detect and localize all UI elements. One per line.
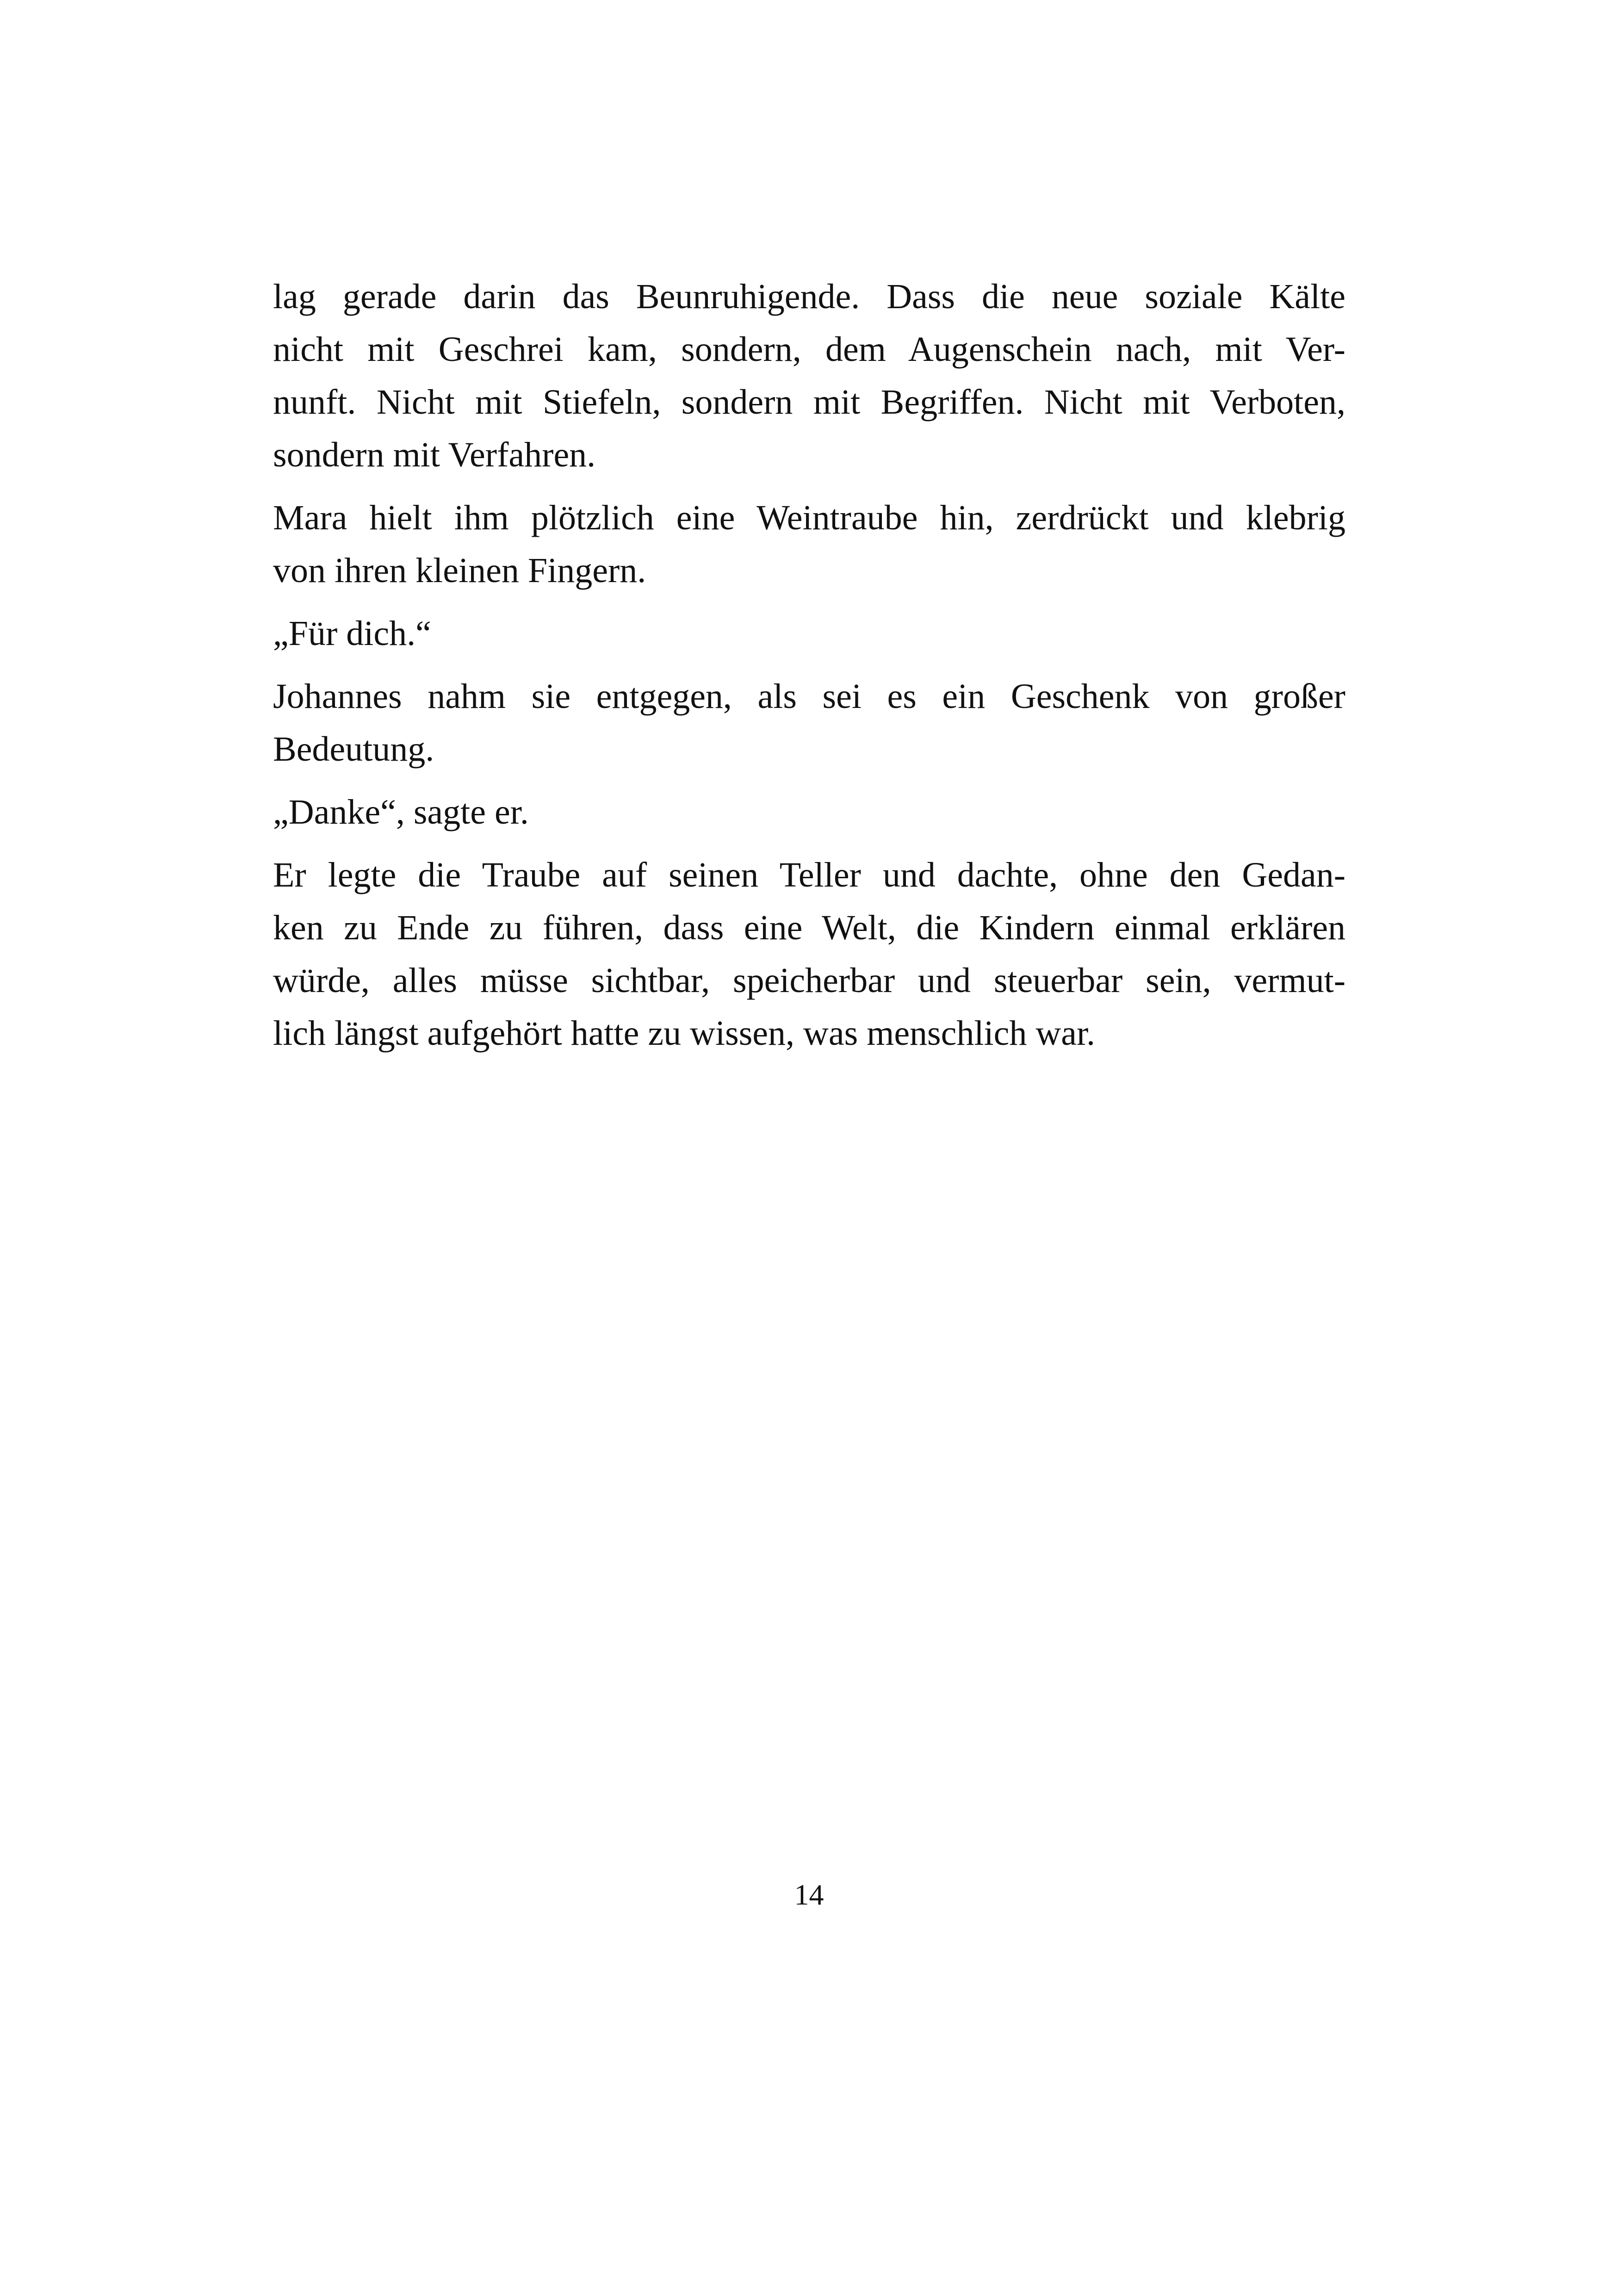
text-line: nunft. Nicht mit Stiefeln, sondern mit Begriffen. Nicht mit Verboten, [273, 383, 1345, 422]
paragraph-1 [273, 270, 1345, 481]
paragraph-4 [273, 670, 1345, 776]
body-text [273, 270, 1345, 1070]
text-line: sondern mit Verfahren. [273, 435, 596, 474]
paragraph-2 [273, 491, 1345, 597]
text-line: „Danke“, sagte er. [273, 793, 529, 832]
text-line: von ihren kleinen Fingern. [273, 551, 646, 590]
text-line: Er legte die Traube auf seinen Teller und dachte, ohne den Gedan- [273, 856, 1345, 894]
paragraph-6 [273, 849, 1345, 1060]
text-line: ken zu Ende zu führen, dass eine Welt, die Kindern einmal erklären [273, 908, 1345, 947]
text-line: Johannes nahm sie entgegen, als sei es ein Geschenk von großer [273, 677, 1345, 716]
paragraph-3 [273, 607, 1345, 660]
paragraph-5 [273, 786, 1345, 838]
text-line: „Für dich.“ [273, 614, 431, 653]
text-line: Bedeutung. [273, 730, 434, 769]
text-line: Mara hielt ihm plötzlich eine Weintraube hin, zerdrückt und klebrig [273, 498, 1345, 537]
text-line: lag gerade darin das Beunruhigende. Dass die neue soziale Kälte [273, 277, 1345, 316]
text-line: nicht mit Geschrei kam, sondern, dem Augenschein nach, mit Ver- [273, 330, 1345, 369]
page-number: 14 [794, 1878, 824, 1911]
text-line: würde, alles müsse sichtbar, speicherbar und steuerbar sein, vermut- [273, 961, 1345, 1000]
text-line: lich längst aufgehört hatte zu wissen, was menschlich war. [273, 1014, 1096, 1053]
